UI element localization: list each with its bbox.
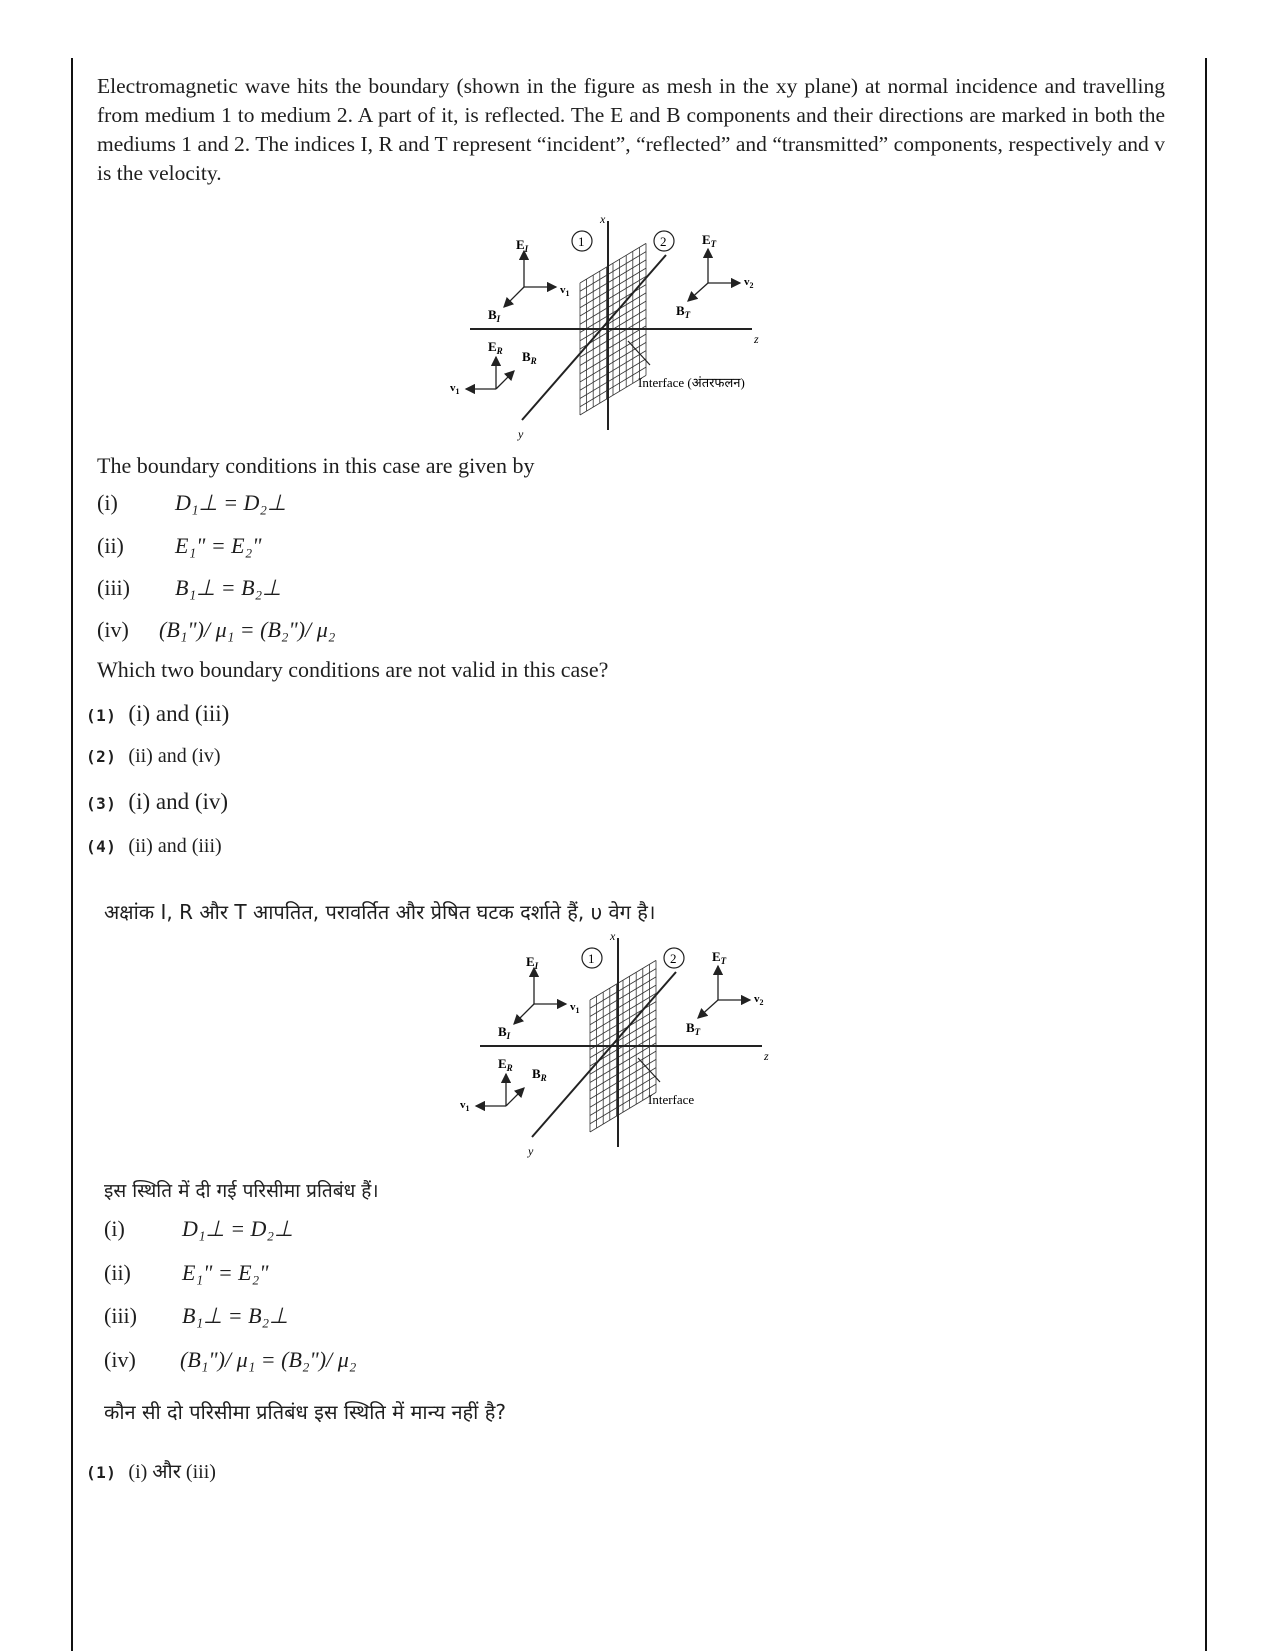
svg-text:ET (702, 232, 717, 249)
axis-z-label: z (754, 332, 759, 346)
svg-text:BR (532, 1066, 547, 1083)
option-4-en[interactable] (86, 835, 222, 858)
condition-label: (i) (97, 490, 118, 515)
E_R-sub: R (496, 346, 503, 356)
question-en: Which two boundary conditions are not valid in this case? (97, 657, 609, 682)
B_T-label: B (686, 1020, 695, 1035)
svg-text:EI (526, 954, 539, 971)
B_T-label: B (676, 303, 685, 318)
E_R-sub: R (506, 1063, 513, 1073)
condition-eq: D₁⊥ = D₂⊥ (182, 1216, 294, 1241)
v1-left-label: v (450, 382, 456, 394)
conditions-lead-en: The boundary conditions in this case are given by (97, 453, 535, 478)
question-hi: कौन सी दो परिसीमा प्रतिबंध इस स्थिति में मान्य नहीं है? (104, 1400, 506, 1424)
interface-label: Interface (अंतरफलन) (638, 375, 745, 390)
condition-eq: (B₁")/ μ₁ = (B₂")/ μ₂ (159, 617, 336, 642)
v2-label: v (744, 276, 750, 288)
condition-eq: D₁⊥ = D₂⊥ (175, 490, 287, 515)
option-text: (ii) and (iv) (128, 745, 221, 767)
svg-text:v2 (754, 993, 764, 1007)
condition-eq: (B₁")/ μ₁ = (B₂")/ μ₂ (180, 1347, 357, 1372)
v1-left-label: v (460, 1099, 466, 1111)
B_I-label: B (498, 1024, 507, 1039)
interface-label: Interface (648, 1092, 695, 1107)
y-axis (522, 255, 666, 420)
condition-label: (iv) (104, 1347, 136, 1372)
v2-label: v (754, 993, 760, 1005)
svg-text:v1 (450, 382, 460, 396)
option-3-en[interactable] (86, 789, 228, 815)
v1-sub: 1 (565, 289, 570, 298)
B_R-label: B (522, 349, 531, 364)
option-label: (3) (86, 794, 117, 813)
medium1-label: 1 (588, 951, 595, 966)
wave-figure-hi (460, 932, 800, 1166)
right-margin-rule (1205, 58, 1207, 1651)
option-text: (i) and (iii) (128, 701, 230, 726)
svg-text:BI (488, 307, 501, 324)
v1-left-sub: 1 (455, 387, 460, 396)
B_I-sub: I (506, 1031, 511, 1041)
E_T-label: E (702, 232, 711, 247)
svg-text:ER (498, 1056, 513, 1073)
wave-diagram-hi (460, 932, 800, 1162)
option-1-en[interactable] (86, 701, 229, 727)
E_T-sub: T (720, 956, 727, 966)
axis-z-label: z (764, 1049, 769, 1063)
option-label: (4) (86, 837, 117, 856)
B_R-sub: R (530, 356, 537, 366)
wave-figure-en (450, 215, 790, 449)
v2-sub: 2 (759, 998, 764, 1007)
left-margin-rule (71, 58, 73, 1651)
B_R-label: B (532, 1066, 541, 1081)
E_R-label: E (498, 1056, 507, 1071)
svg-text:BR (522, 349, 537, 366)
svg-text:ET (712, 949, 727, 966)
condition-label: (ii) (104, 1260, 131, 1285)
conditions-lead-hi: इस स्थिति में दी गई परिसीमा प्रतिबंध हैं। (104, 1180, 379, 1202)
question-intro-en: Electromagnetic wave hits the boundary (shown in the figure as mesh in the xy plane) at normal incidence and travelling from medium 1 to medium 2. A part of it, is reflected. The E and B components and their directions are marked in both the mediums 1 and 2. The indices I, R and T represent “incident”, “reflected” and “transmitted” components, respectively and v is the velocity. (97, 74, 1165, 185)
axis-y-label: y (518, 427, 524, 441)
axis-y-label: y (528, 1144, 534, 1158)
v1-label: v (560, 284, 566, 296)
v1-left-sub: 1 (465, 1104, 470, 1113)
B_R-sub: R (540, 1073, 547, 1083)
condition-label: (iii) (97, 575, 130, 600)
condition-eq: B₁⊥ = B₂⊥ (182, 1303, 289, 1328)
E_R-label: E (488, 339, 497, 354)
option-label: (1) (86, 1463, 117, 1482)
condition-eq: E₁" = E₂" (175, 533, 262, 558)
svg-text:v2 (744, 276, 754, 290)
B_T-sub: T (684, 310, 691, 320)
condition-eq: E₁" = E₂" (182, 1260, 269, 1285)
svg-text:v1 (460, 1099, 470, 1113)
y-axis (532, 972, 676, 1137)
option-2-en[interactable] (86, 745, 221, 768)
medium2-label: 2 (660, 234, 667, 249)
svg-text:v1 (560, 284, 570, 298)
option-text: (i) and (iv) (128, 789, 229, 814)
svg-text:BT (686, 1020, 701, 1037)
wave-diagram-en (450, 215, 790, 445)
svg-text:ER (488, 339, 503, 356)
E_T-sub: T (710, 239, 717, 249)
question-intro-hi: अक्षांक I, R और T आपतित, परावर्तित और प्रेषित घटक दर्शाते हैं, υ वेग है। (104, 900, 656, 924)
v2-sub: 2 (749, 281, 754, 290)
option-label: (2) (86, 747, 117, 766)
option-1-hi[interactable] (86, 1457, 216, 1484)
condition-label: (iv) (97, 617, 129, 642)
E_I-sub: I (534, 961, 539, 971)
condition-label: (i) (104, 1216, 125, 1241)
svg-text:BI (498, 1024, 511, 1041)
axis-x-label: x (610, 932, 616, 943)
v1-label: v (570, 1001, 576, 1013)
condition-label: (ii) (97, 533, 124, 558)
svg-text:BT (676, 303, 691, 320)
condition-eq: B₁⊥ = B₂⊥ (175, 575, 282, 600)
svg-text:v1 (570, 1001, 580, 1015)
E_I-sub: I (524, 244, 529, 254)
medium1-label: 1 (578, 234, 585, 249)
medium2-label: 2 (670, 951, 677, 966)
option-label: (1) (86, 706, 117, 725)
B_I-sub: I (496, 314, 501, 324)
B_I-label: B (488, 307, 497, 322)
v1-sub: 1 (575, 1006, 580, 1015)
axis-x-label: x (600, 215, 606, 226)
E_I-label: E (526, 954, 535, 969)
B_T-sub: T (694, 1027, 701, 1037)
condition-label: (iii) (104, 1303, 137, 1328)
E_I-label: E (516, 237, 525, 252)
E_T-label: E (712, 949, 721, 964)
option-text: (ii) and (iii) (128, 835, 222, 857)
svg-text:EI (516, 237, 529, 254)
option-text: (i) और (iii) (128, 1461, 216, 1483)
